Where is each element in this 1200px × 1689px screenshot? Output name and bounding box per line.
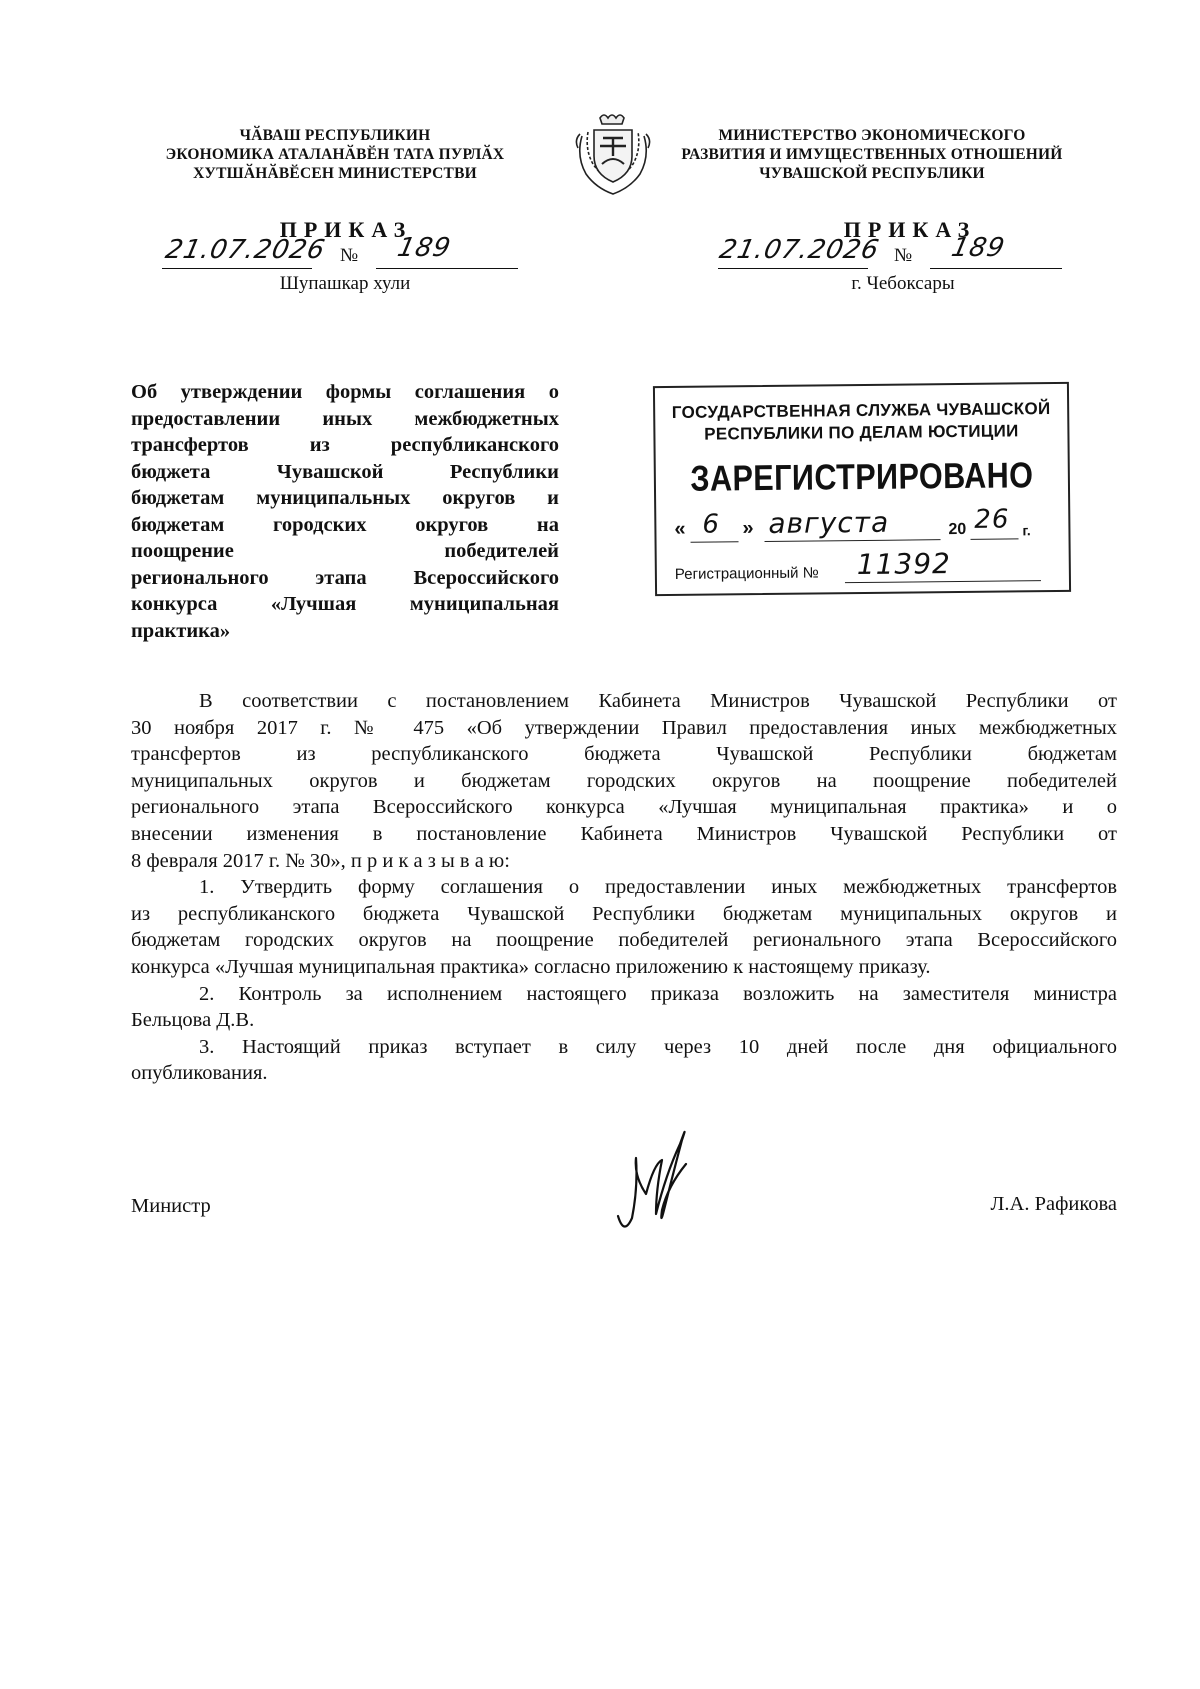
title-line: бюджетам городских округов на: [131, 513, 559, 536]
header-left-line-1: ЧӐВАШ РЕСПУБЛИКИН: [239, 127, 431, 144]
item-3: [131, 1034, 1117, 1087]
body-line: внесении изменения в постановление Кабинета Министров Чувашской Республики от: [131, 822, 1117, 845]
signature-mark: [608, 1120, 718, 1240]
order-date-left: 21.07.2026: [162, 235, 329, 265]
title-line: предоставлении иных межбюджетных: [131, 407, 559, 430]
order-city-left: Шупашкар хули: [279, 273, 411, 294]
title-line: Об утверждении формы соглашения о: [131, 381, 559, 403]
stamp-quote-open: «: [674, 517, 686, 540]
title-line: бюджета Чувашской Республики: [131, 460, 559, 483]
body-line: В соответствии с постановлением Кабинета Министров Чувашской Республики от: [199, 690, 1117, 712]
paragraph-1: [131, 688, 1117, 874]
title-line: бюджетам муниципальных округов и: [131, 487, 559, 509]
body-line: бюджетам городских округов на поощрение победителей регионального этапа Всероссийского: [131, 929, 1117, 952]
body-text: [131, 688, 1117, 1087]
header-right-line-3: ЧУВАШСКОЙ РЕСПУБЛИКИ: [759, 165, 985, 182]
stamp-line-2: РЕСПУБЛИКИ ПО ДЕЛАМ ЮСТИЦИИ: [704, 421, 1019, 444]
header-left-line-3: ХУТШӐНӐВӖСЕН МИНИСТЕРСТВИ: [193, 165, 477, 182]
item-1: [131, 874, 1117, 980]
body-line: конкурса «Лучшая муниципальная практика» согласно приложению к настоящему приказу.: [131, 955, 931, 978]
body-line: из республиканского бюджета Чувашской Республики бюджетам муниципальных округов и: [131, 902, 1117, 925]
order-heading-left: ПРИКАЗ: [279, 217, 413, 242]
body-line: 2. Контроль за исполнением настоящего приказа возложить на заместителя министра: [199, 982, 1117, 1005]
stamp-month: августа: [768, 505, 890, 540]
order-date-right: 21.07.2026: [716, 235, 883, 265]
stamp-year-line: [971, 538, 1019, 540]
title-line: трансфертов из республиканского: [131, 434, 559, 456]
order-heading-right: ПРИКАЗ: [843, 217, 977, 242]
body-line: опубликования.: [131, 1062, 268, 1085]
stamp-reg-number: 11392: [856, 547, 952, 582]
header-right: [672, 126, 1072, 183]
stamp-line-1: ГОСУДАРСТВЕННАЯ СЛУЖБА ЧУВАШСКОЙ: [671, 399, 1051, 422]
order-city-right: г. Чебоксары: [851, 273, 955, 294]
stamp-quote-close: »: [742, 517, 754, 540]
stamp-day: 6: [702, 509, 721, 540]
stamp-year-prefix: 20: [948, 520, 967, 539]
header-right-line-1: МИНИСТЕРСТВО ЭКОНОМИЧЕСКОГО: [718, 127, 1026, 144]
title-line: регионального этапа Всероссийского: [131, 566, 559, 589]
body-line: 3. Настоящий приказ вступает в силу через 10 дней после дня официального: [199, 1035, 1117, 1058]
body-line: 30 ноября 2017 г. № 475 «Об утверждении Правил предоставления иных межбюджетных: [131, 716, 1117, 739]
signatory-name: Л.А. Рафикова: [990, 1193, 1117, 1215]
body-line: регионального этапа Всероссийского конкурса «Лучшая муниципальная практика» и о: [131, 796, 1117, 819]
header-right-line-2: РАЗВИТИЯ И ИМУЩЕСТВЕННЫХ ОТНОШЕНИЙ: [681, 146, 1063, 163]
order-number-right: 189: [948, 233, 1008, 263]
order-number-sign-right: №: [894, 245, 913, 266]
order-number-left: 189: [394, 233, 454, 263]
title-line: конкурса «Лучшая муниципальная: [131, 593, 559, 615]
header-left: [150, 126, 520, 183]
body-line: муниципальных округов и бюджетам городских округов на поощрение победителей: [131, 769, 1117, 792]
header-left-line-2: ЭКОНОМИКА АТАЛАНӐВӖН ТАТА ПУРЛӐХ: [165, 146, 505, 163]
body-line: Бельцова Д.В.: [131, 1009, 255, 1032]
body-line: 8 февраля 2017 г. № 30», п р и к а з ы в а ю:: [131, 849, 510, 872]
order-title: [131, 379, 559, 644]
signatory-position: Министр: [131, 1195, 211, 1217]
item-2: [131, 981, 1117, 1034]
chuvash-coat-of-arms-icon: [572, 108, 654, 200]
stamp-day-line: [691, 541, 739, 543]
title-line: практика»: [131, 619, 231, 642]
stamp-registered: ЗАРЕГИСТРИРОВАНО: [690, 454, 1034, 499]
body-line: 1. Утвердить форму соглашения о предоставлении иных межбюджетных трансфертов: [199, 876, 1117, 899]
order-number-sign-left: №: [340, 245, 359, 266]
title-line: поощрение победителей: [131, 540, 559, 562]
stamp-year: 26: [974, 504, 1010, 535]
registration-stamp: [653, 382, 1071, 596]
body-line: трансфертов из республиканского бюджета Чувашской Республики бюджетам: [131, 743, 1117, 766]
stamp-year-suffix: г.: [1022, 522, 1031, 539]
stamp-reg-label: Регистрационный №: [674, 564, 819, 583]
